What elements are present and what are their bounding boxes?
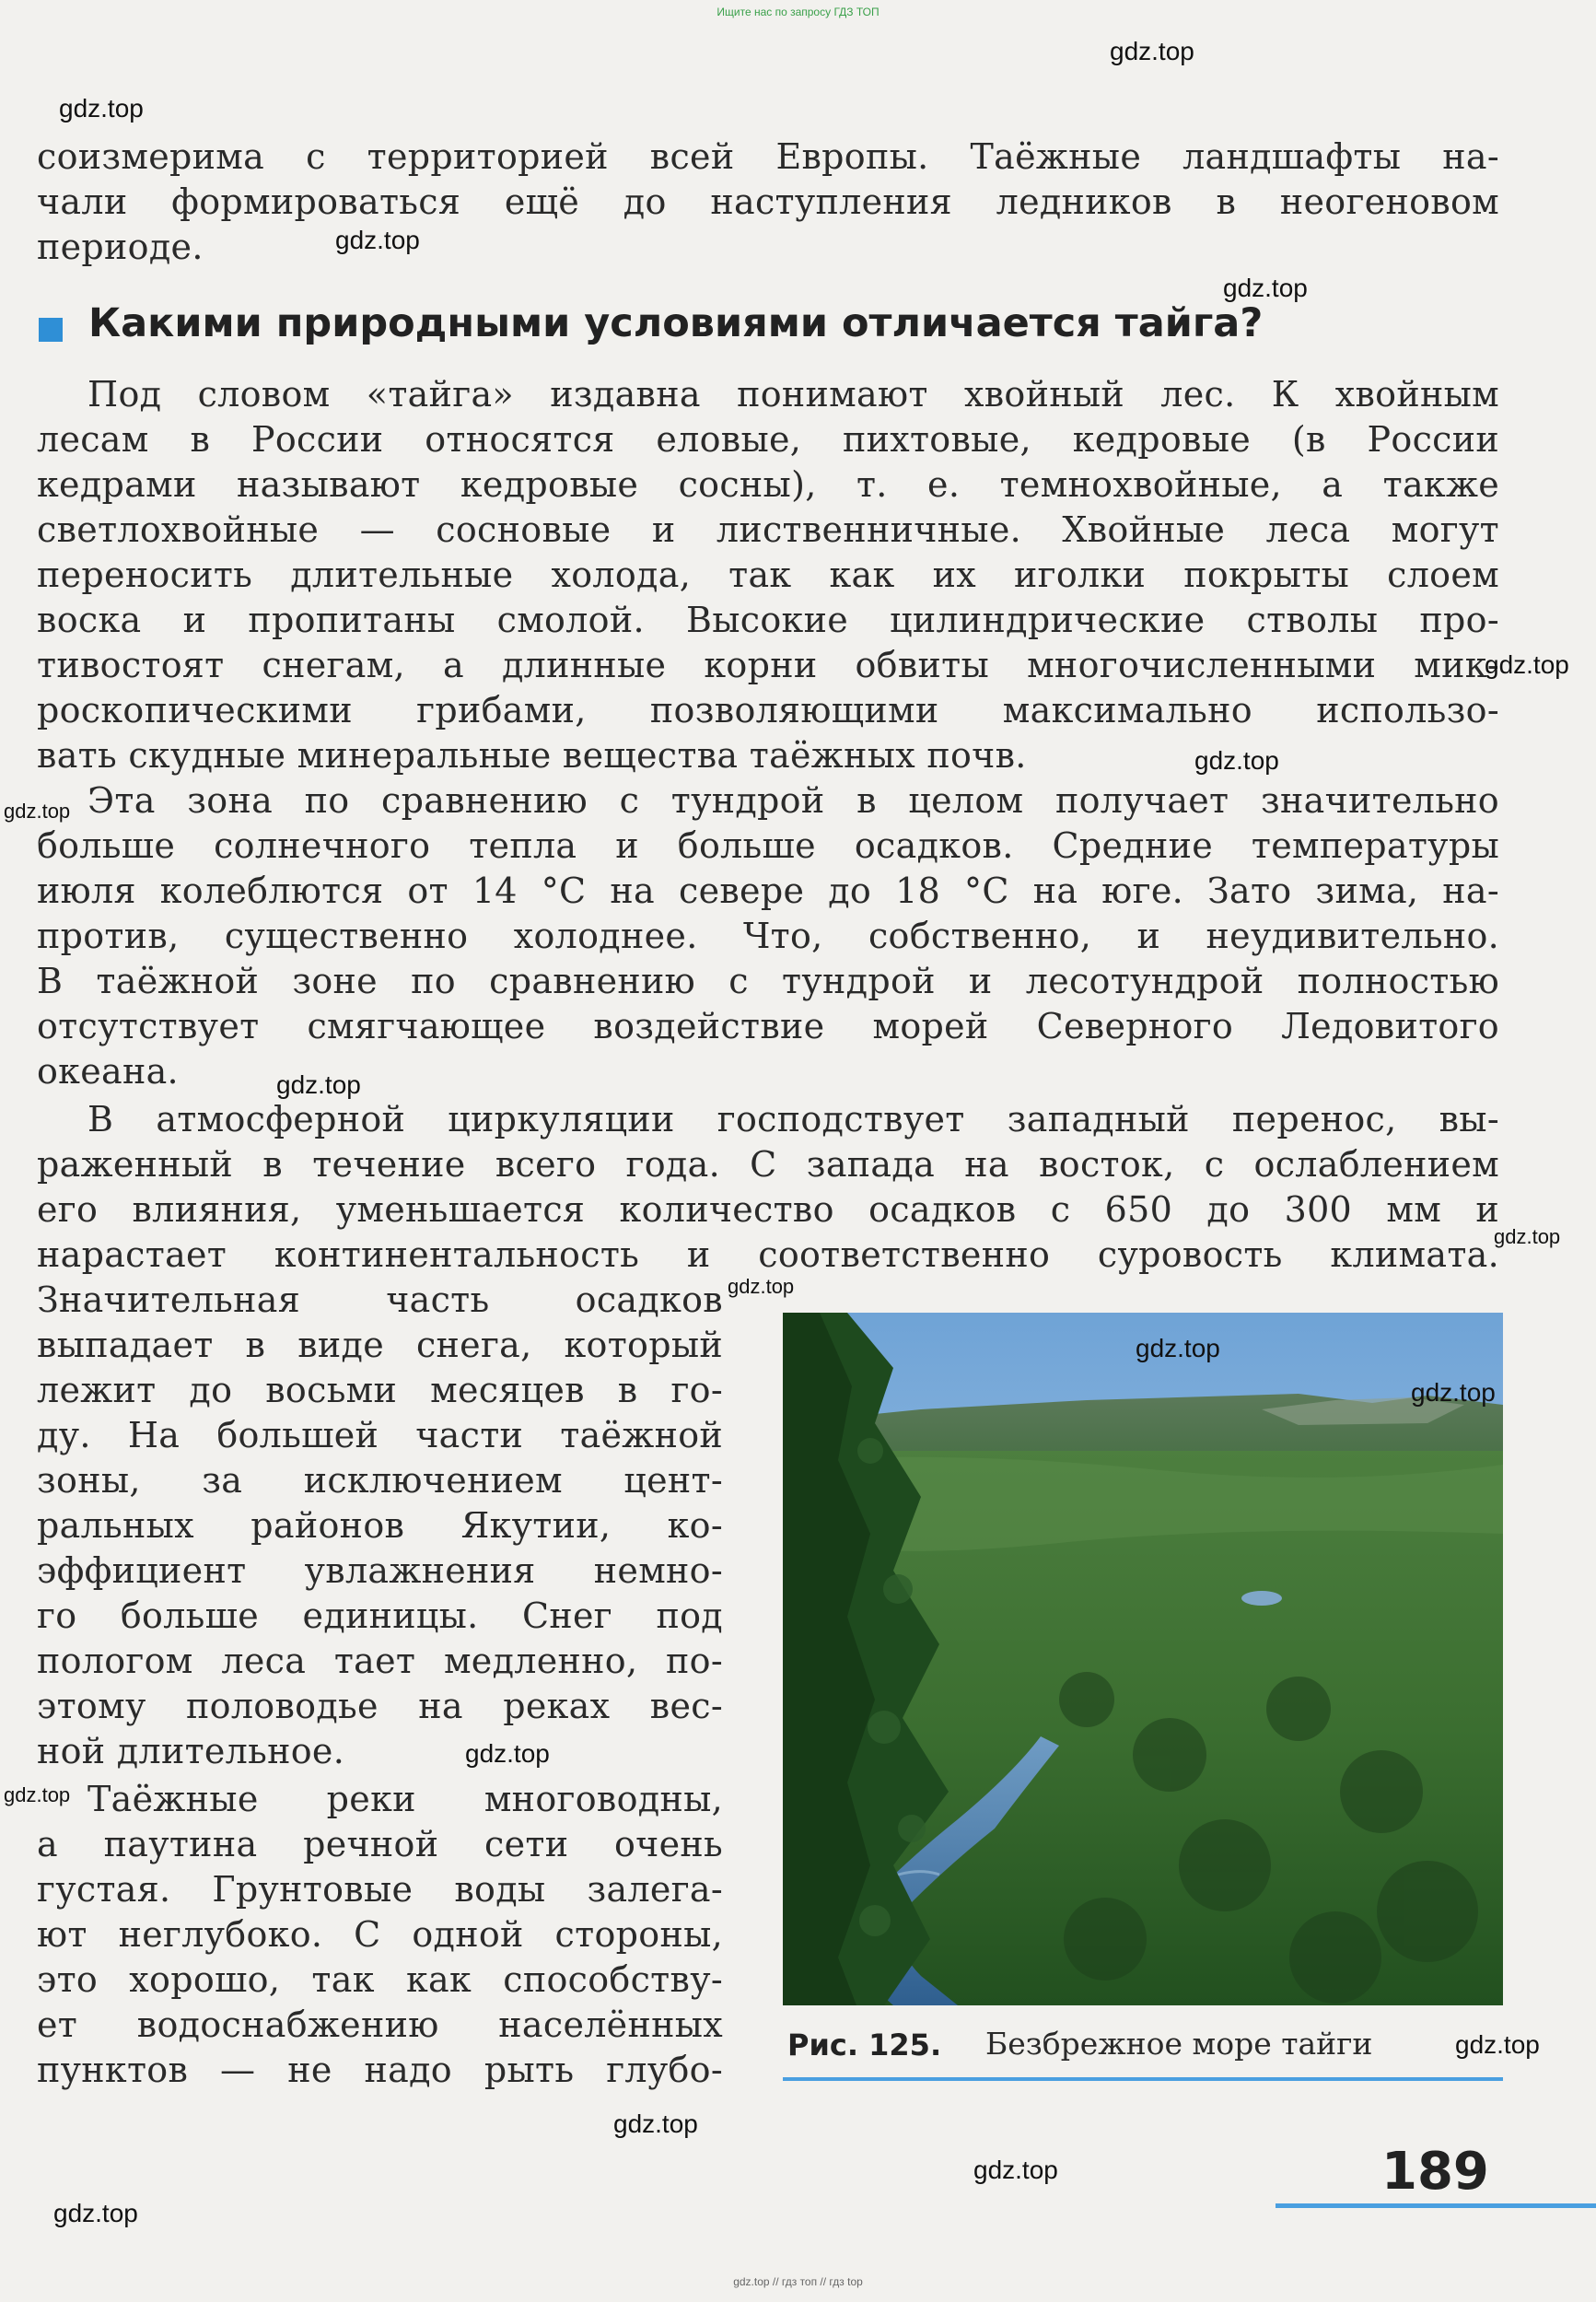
para5-line-3: густая. Грунтовые воды залега- bbox=[37, 1869, 723, 1910]
para1-line-8: роскопическими грибами, позволяющими максимально использо- bbox=[37, 690, 1499, 730]
para4-line-3: лежит до восьми месяцев в го- bbox=[37, 1370, 723, 1410]
watermark: gdz.top bbox=[53, 2199, 138, 2227]
watermark: gdz.top bbox=[1455, 2030, 1540, 2059]
watermark: gdz.top bbox=[1494, 1225, 1561, 1248]
para2-line-3: июля колеблются от 14 °С на севере до 18 °С на юге. Зато зима, на- bbox=[37, 871, 1499, 911]
watermark: gdz.top bbox=[4, 1783, 71, 1806]
watermark: gdz.top bbox=[1485, 650, 1569, 679]
figure-label: Рис. 125. bbox=[787, 2027, 942, 2062]
watermark: gdz.top bbox=[1110, 37, 1194, 65]
heading-marker-icon bbox=[39, 318, 63, 342]
taiga-photo bbox=[783, 1313, 1503, 2005]
watermark: gdz.top bbox=[335, 226, 420, 254]
para2-line-2: больше солнечного тепла и больше осадков. Средние температуры bbox=[37, 825, 1499, 866]
para4-line-10: этому половодье на реках вес- bbox=[37, 1686, 723, 1726]
para4-line-8: го больше единицы. Снег под bbox=[37, 1595, 723, 1636]
para3-line-1: В атмосферной циркуляции господствует западный перенос, вы- bbox=[87, 1099, 1499, 1139]
watermark: gdz.top bbox=[1223, 274, 1308, 302]
para5-line-1: Таёжные реки многоводны, bbox=[87, 1779, 723, 1819]
intro-line-3: периоде. bbox=[37, 227, 204, 267]
watermark: gdz.top bbox=[728, 1275, 795, 1298]
top-note: Ищите нас по запросу ГДЗ ТОП bbox=[716, 6, 880, 18]
watermark: gdz.top bbox=[1411, 1378, 1496, 1407]
para4-line-1: Значительная часть осадков bbox=[37, 1280, 723, 1320]
para1-line-6: воска и пропитаны смолой. Высокие цилиндрические стволы про- bbox=[37, 600, 1499, 640]
para2-line-5: В таёжной зоне по сравнению с тундрой и лесотундрой полностью bbox=[37, 961, 1499, 1001]
para4-line-9: пологом леса тает медленно, по- bbox=[37, 1641, 723, 1681]
watermark: gdz.top bbox=[59, 94, 144, 123]
para4-line-7: эффициент увлажнения немно- bbox=[37, 1550, 723, 1591]
section-heading: Какими природными условиями отличается тайга? bbox=[88, 300, 1264, 346]
watermark: gdz.top bbox=[973, 2156, 1058, 2184]
para3-line-4: нарастает континентальность и соответственно суровость климата. bbox=[37, 1234, 1499, 1275]
page-number-rule bbox=[1276, 2203, 1596, 2208]
watermark: gdz.top bbox=[465, 1739, 550, 1768]
para4-line-2: выпадает в виде снега, который bbox=[37, 1325, 723, 1365]
caption-rule bbox=[783, 2077, 1503, 2081]
para5-line-5: это хорошо, так как способству- bbox=[37, 1959, 723, 2000]
intro-line-1: соизмерима с территорией всей Европы. Таёжные ландшафты на- bbox=[37, 136, 1499, 177]
para2-line-6: отсутствует смягчающее воздействие морей Северного Ледовитого bbox=[37, 1006, 1499, 1046]
para5-line-2: а паутина речной сети очень bbox=[37, 1824, 723, 1864]
para2-line-4: против, существенно холоднее. Что, собственно, и неудивительно. bbox=[37, 916, 1499, 956]
para2-line-1: Эта зона по сравнению с тундрой в целом получает значительно bbox=[87, 780, 1499, 821]
para1-line-1: Под словом «тайга» издавна понимают хвойный лес. К хвойным bbox=[87, 374, 1499, 415]
para4-line-4: ду. На большей части таёжной bbox=[37, 1415, 723, 1455]
para5-line-4: ют неглубоко. С одной стороны, bbox=[37, 1914, 723, 1955]
watermark: gdz.top bbox=[613, 2109, 698, 2138]
watermark: gdz.top bbox=[1136, 1334, 1220, 1362]
para4-line-11: ной длительное. bbox=[37, 1731, 345, 1771]
intro-line-2: чали формироваться ещё до наступления ледников в неогеновом bbox=[37, 181, 1499, 222]
para1-line-5: переносить длительные холода, так как их иголки покрыты слоем bbox=[37, 555, 1499, 595]
watermark: gdz.top bbox=[4, 800, 71, 823]
para3-line-3: его влияния, уменьшается количество осадков с 650 до 300 мм и bbox=[37, 1189, 1499, 1230]
para1-line-9: вать скудные минеральные вещества таёжных почв. bbox=[37, 735, 1027, 776]
para3-line-2: раженный в течение всего года. С запада на восток, с ослаблением bbox=[37, 1144, 1499, 1185]
para5-line-7: пунктов — не надо рыть глубо- bbox=[37, 2050, 723, 2090]
para1-line-2: лесам в России относятся еловые, пихтовые, кедровые (в России bbox=[37, 419, 1499, 460]
para2-line-7: океана. bbox=[37, 1051, 179, 1092]
para5-line-6: ет водоснабжению населённых bbox=[37, 2004, 723, 2045]
watermark: gdz.top bbox=[276, 1070, 361, 1099]
para1-line-7: тивостоят снегам, а длинные корни обвиты многочисленными мик- bbox=[37, 645, 1499, 685]
figure-caption: Безбрежное море тайги bbox=[985, 2026, 1373, 2062]
page-number: 189 bbox=[1381, 2142, 1489, 2202]
para1-line-4: светлохвойные — сосновые и лиственничные. Хвойные леса могут bbox=[37, 509, 1499, 550]
bottom-note: gdz.top // гдз топ // гдз top bbox=[733, 2275, 863, 2288]
para4-line-6: ральных районов Якутии, ко- bbox=[37, 1505, 723, 1546]
para1-line-3: кедрами называют кедровые сосны), т. е. темнохвойные, а также bbox=[37, 464, 1499, 505]
watermark: gdz.top bbox=[1194, 746, 1279, 775]
para4-line-5: зоны, за исключением цент- bbox=[37, 1460, 723, 1501]
